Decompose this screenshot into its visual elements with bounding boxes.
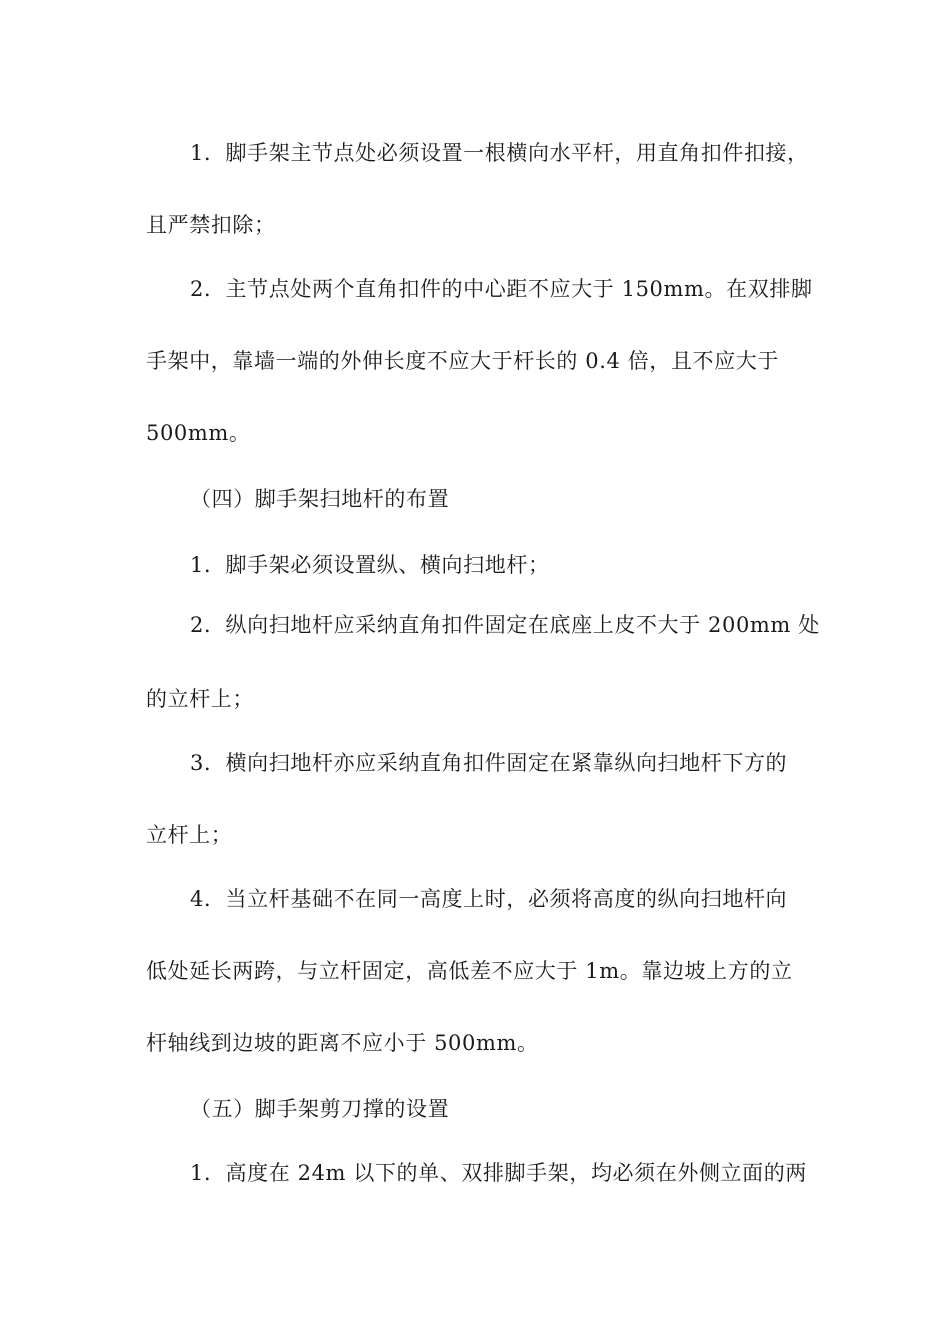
- paragraph-line: 3．横向扫地杆亦应采纳直角扣件固定在紧靠纵向扫地杆下方的: [190, 751, 788, 775]
- section-heading: （四）脚手架扫地杆的布置: [190, 487, 450, 511]
- paragraph-line: 4．当立杆基础不在同一高度上时，必须将高度的纵向扫地杆向: [190, 887, 788, 911]
- paragraph-line: 且严禁扣除；: [146, 213, 276, 237]
- paragraph-line: 2．纵向扫地杆应采纳直角扣件固定在底座上皮不大于 200mm 处: [190, 613, 820, 637]
- paragraph-line: 低处延长两跨，与立杆固定，高低差不应大于 1m。靠边坡上方的立: [146, 959, 793, 983]
- paragraph-line: 杆轴线到边坡的距离不应小于 500mm。: [146, 1031, 539, 1055]
- paragraph-line: 2．主节点处两个直角扣件的中心距不应大于 150mm。在双排脚: [190, 277, 813, 301]
- paragraph-line: 500mm。: [146, 421, 251, 445]
- paragraph-line: 1．脚手架必须设置纵、横向扫地杆；: [190, 553, 550, 577]
- paragraph-line: 的立杆上；: [146, 687, 254, 711]
- paragraph-line: 1．高度在 24m 以下的单、双排脚手架，均必须在外侧立面的两: [190, 1161, 807, 1185]
- section-heading: （五）脚手架剪刀撑的设置: [190, 1097, 450, 1121]
- paragraph-line: 1．脚手架主节点处必须设置一根横向水平杆，用直角扣件扣接，: [190, 141, 809, 165]
- paragraph-line: 立杆上；: [146, 823, 233, 847]
- paragraph-line: 手架中，靠墙一端的外伸长度不应大于杆长的 0.4 倍，且不应大于: [146, 349, 779, 373]
